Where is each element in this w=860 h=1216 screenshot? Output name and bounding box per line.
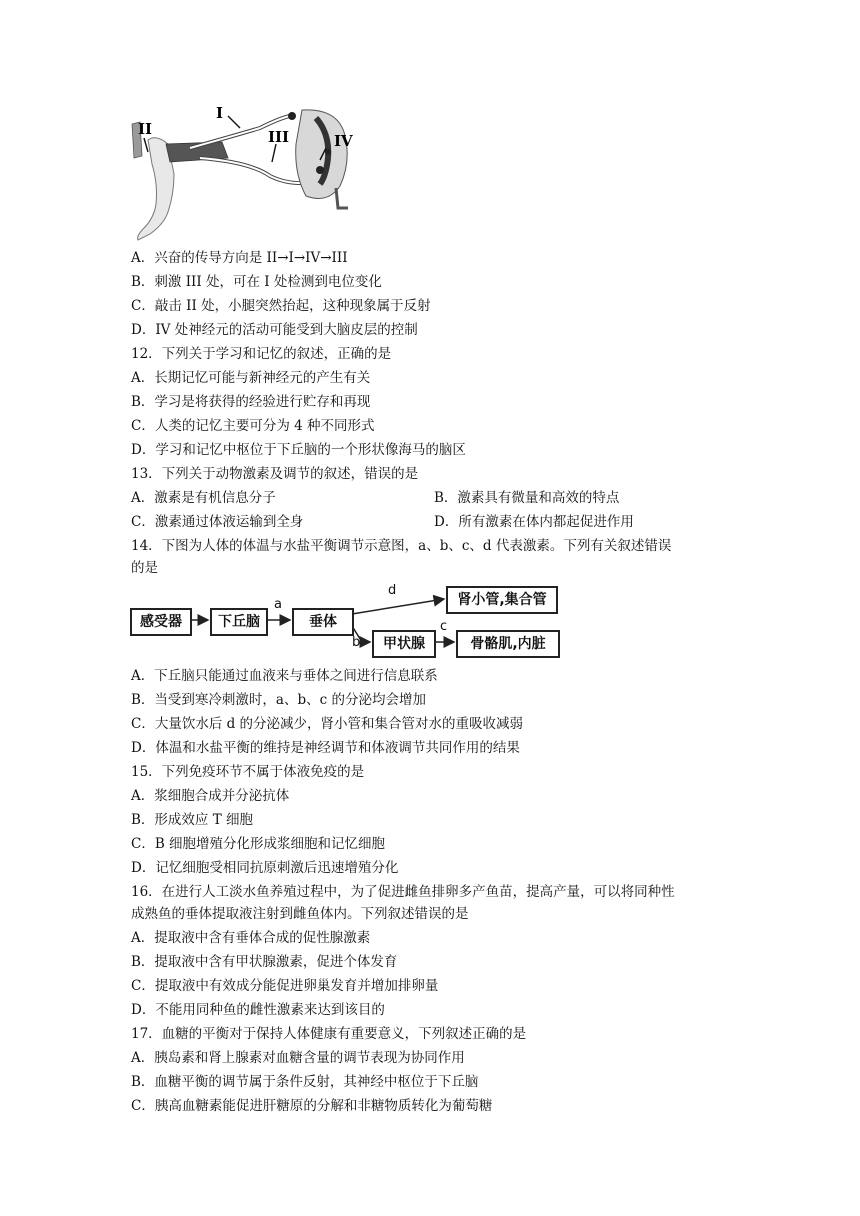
box-kidney-tubules: 肾小管,集合管 [446,586,558,614]
q11-option-d: D．IV 处神经元的活动可能受到大脑皮层的控制 [131,322,418,338]
q12-option-a: A．长期记忆可能与新神经元的产生有关 [131,370,371,386]
q17-option-c: C．胰高血糖素能促进肝糖原的分解和非糖物质转化为葡萄糖 [131,1098,493,1114]
q13-option-a: A．激素是有机信息分子 [131,490,276,506]
label-c: c [440,619,448,634]
q12-option-c: C．人类的记忆主要可分为 4 种不同形式 [131,418,375,434]
reflex-arc-illustration [130,104,358,246]
reflex-arc-figure [130,104,358,246]
q14-stem-line1: 14．下图为人体的体温与水盐平衡调节示意图，a、b、c、d 代表激素。下列有关叙述错误 [131,538,672,554]
q17-option-a: A．胰岛素和肾上腺素对血糖含量的调节表现为协同作用 [131,1050,465,1066]
box-hypothalamus: 下丘脑 [210,608,268,636]
q16-option-d: D．不能用同种鱼的雌性激素来达到该目的 [131,1002,385,1018]
q11-option-c: C．敲击 II 处，小腿突然抬起，这种现象属于反射 [131,298,431,314]
q13-option-b: B．激素具有微量和高效的特点 [434,490,620,506]
q13-stem: 13．下列关于动物激素及调节的叙述，错误的是 [131,466,419,482]
label-I: I [216,104,224,122]
q12-stem: 12．下列关于学习和记忆的叙述，正确的是 [131,346,392,362]
q15-option-b: B．形成效应 T 细胞 [131,812,254,828]
q16-stem-line2: 成熟鱼的垂体提取液注射到雌鱼体内。下列叙述错误的是 [131,906,469,922]
q15-option-d: D．记忆细胞受相同抗原刺激后迅速增殖分化 [131,860,399,876]
q14-option-d: D．体温和水盐平衡的维持是神经调节和体液调节共同作用的结果 [131,740,520,756]
label-b: b [352,635,361,650]
box-muscle-organs: 骨骼肌,内脏 [456,630,560,658]
q14-stem-line2: 的是 [131,560,158,576]
q14-option-a: A．下丘脑只能通过血液来与垂体之间进行信息联系 [131,668,438,684]
label-IV: IV [334,132,353,150]
q12-option-d: D．学习和记忆中枢位于下丘脑的一个形状像海马的脑区 [131,442,466,458]
label-III: III [268,128,290,146]
box-thyroid: 甲状腺 [372,630,436,658]
q14-option-c: C．大量饮水后 d 的分泌减少，肾小管和集合管对水的重吸收减弱 [131,716,524,732]
q13-option-c: C．激素通过体液运输到全身 [131,514,304,530]
label-a: a [274,597,282,612]
label-d: d [388,583,397,598]
q16-option-b: B．提取液中含有甲状腺激素，促进个体发育 [131,954,398,970]
q17-stem: 17．血糖的平衡对于保持人体健康有重要意义，下列叙述正确的是 [131,1026,527,1042]
q16-option-c: C．提取液中有效成分能促进卵巢发育并增加排卵量 [131,978,439,994]
q14-option-b: B．当受到寒冷刺激时，a、b、c 的分泌均会增加 [131,692,426,708]
q15-option-c: C．B 细胞增殖分化形成浆细胞和记忆细胞 [131,836,386,852]
q11-option-a: A．兴奋的传导方向是 II→I→IV→III [131,250,348,266]
q16-option-a: A．提取液中含有垂体合成的促性腺激素 [131,930,371,946]
box-pituitary: 垂体 [292,608,354,636]
regulation-diagram [130,580,560,662]
q15-stem: 15．下列免疫环节不属于体液免疫的是 [131,764,365,780]
q17-option-b: B．血糖平衡的调节属于条件反射，其神经中枢位于下丘脑 [131,1074,479,1090]
box-receptor: 感受器 [130,608,192,636]
label-II: II [138,120,153,138]
q12-option-b: B．学习是将获得的经验进行贮存和再现 [131,394,371,410]
q15-option-a: A．浆细胞合成并分泌抗体 [131,788,290,804]
q11-option-b: B．刺激 III 处，可在 I 处检测到电位变化 [131,274,382,290]
q16-stem-line1: 16．在进行人工淡水鱼养殖过程中，为了促进雌鱼排卵多产鱼苗，提高产量，可以将同种性 [131,884,675,900]
q13-option-d: D．所有激素在体内都起促进作用 [434,514,634,530]
